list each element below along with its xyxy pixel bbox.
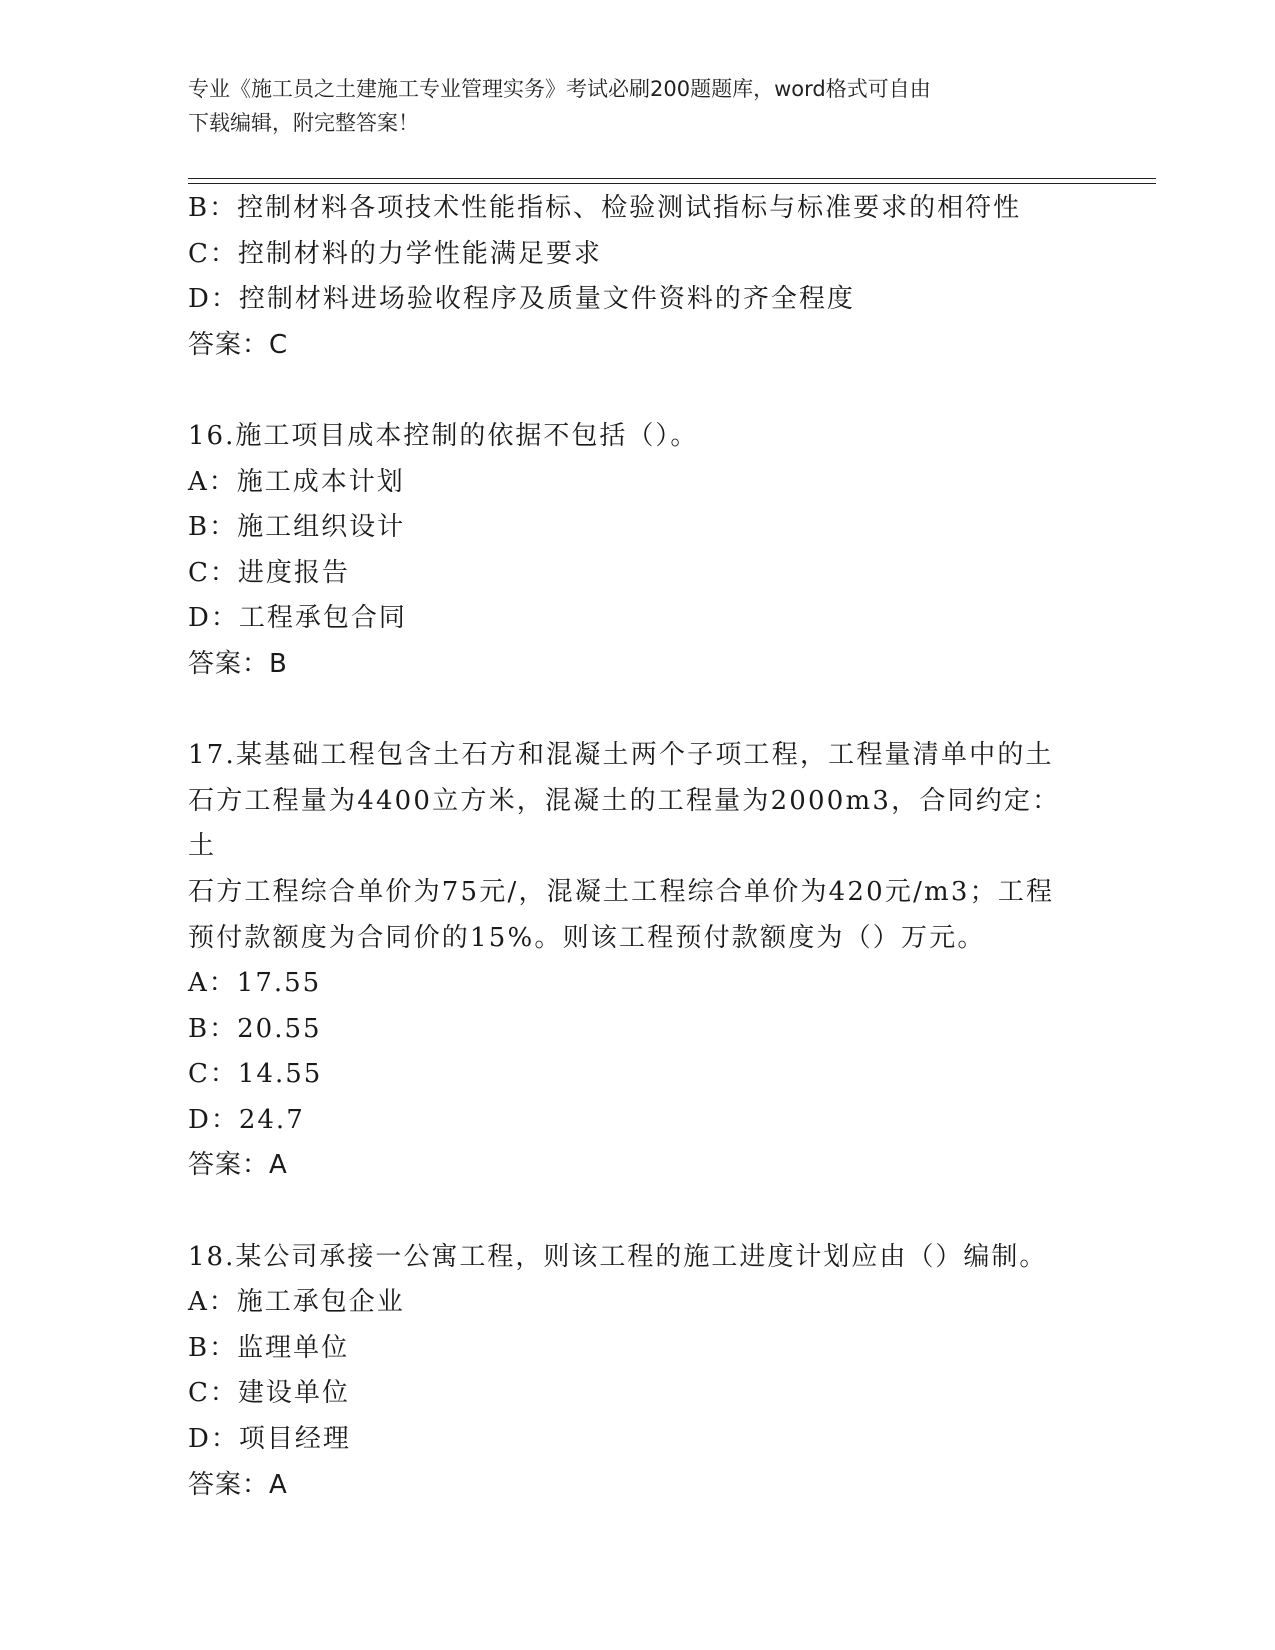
answer: 答案：A [188, 1469, 288, 1500]
question-text-line-1: 17.某基础工程包含土石方和混凝土两个子项工程，工程量清单中的土 [188, 740, 1054, 771]
answer: 答案：C [188, 329, 289, 360]
option-a: A：施工承包企业 [188, 1287, 405, 1318]
document-header [188, 72, 1088, 140]
option-c: C：14.55 [188, 1059, 323, 1090]
option-a: A：施工成本计划 [188, 466, 405, 497]
spacer [188, 1189, 1088, 1235]
option-b: B：施工组织设计 [188, 512, 406, 543]
question-text: 16.施工项目成本控制的依据不包括（）。 [188, 420, 699, 451]
option-a: A：17.55 [188, 968, 322, 999]
question-15 [188, 186, 1088, 368]
option-c: C：建设单位 [188, 1378, 350, 1409]
option-c: C：控制材料的力学性能满足要求 [188, 238, 602, 269]
question-list [188, 186, 1088, 1508]
header-divider-top [188, 178, 1156, 179]
option-d: D：24.7 [188, 1104, 305, 1135]
spacer [188, 368, 1088, 414]
question-17 [188, 733, 1088, 1189]
answer: 答案：A [188, 1150, 288, 1181]
option-d: D：项目经理 [188, 1424, 351, 1455]
option-c: C：进度报告 [188, 557, 350, 588]
option-b: B：20.55 [188, 1013, 322, 1044]
header-title-line-2: 下载编辑，附完整答案！ [188, 111, 419, 135]
option-d: D：控制材料进场验收程序及质量文件资料的齐全程度 [188, 284, 855, 315]
question-text: 18.某公司承接一公寓工程，则该工程的施工进度计划应由（）编制。 [188, 1241, 1048, 1272]
question-16 [188, 414, 1088, 688]
answer: 答案：B [188, 648, 288, 679]
option-d: D：工程承包合同 [188, 603, 407, 634]
question-18 [188, 1235, 1088, 1509]
question-text-line-2: 石方工程量为4400立方米，混凝土的工程量为2000m3，合同约定：土 [188, 785, 1061, 862]
option-b: B：控制材料各项技术性能指标、检验测试指标与标准要求的相符性 [188, 193, 1022, 223]
spacer [188, 688, 1088, 734]
option-b: B：监理单位 [188, 1332, 350, 1363]
question-text-line-3: 石方工程综合单价为75元/，混凝土工程综合单价为420元/m3；工程 [188, 876, 1055, 907]
question-text-line-4: 预付款额度为合同价的15%。则该工程预付款额度为（）万元。 [188, 922, 986, 953]
header-title-line-1: 专业《施工员之土建施工专业管理实务》考试必刷200题题库，word格式可自由 [188, 77, 931, 101]
header-divider-bottom [188, 183, 1156, 184]
